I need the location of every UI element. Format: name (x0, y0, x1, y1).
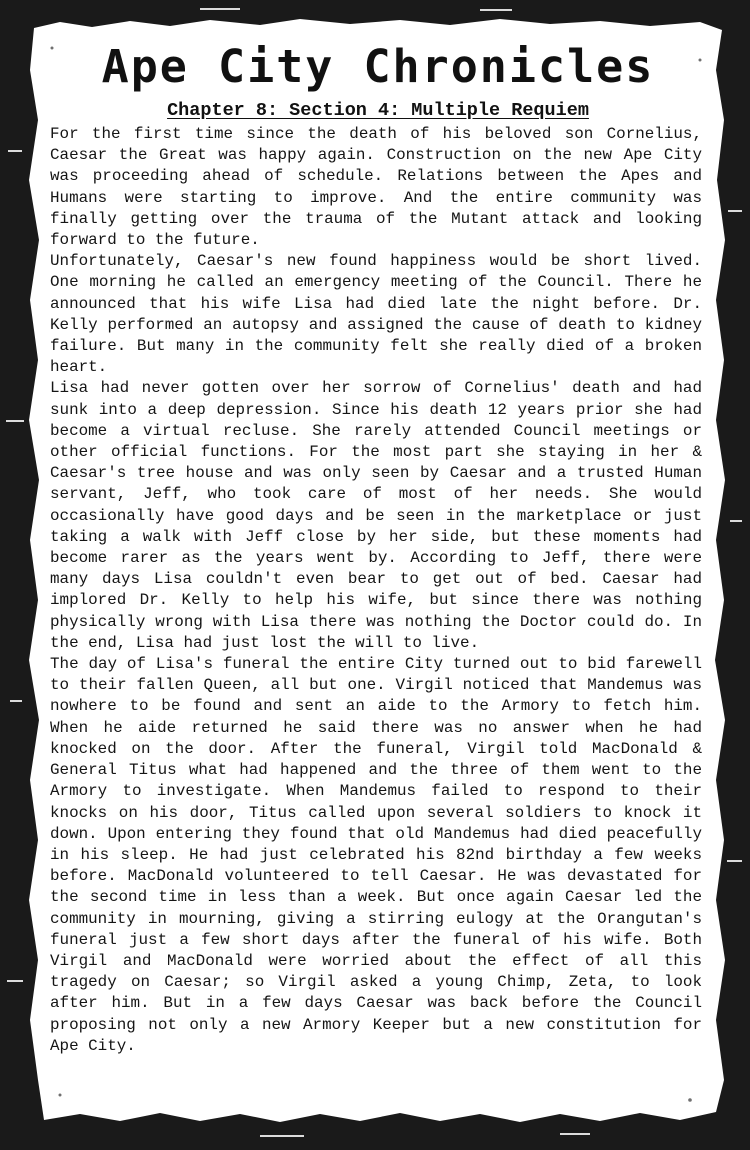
page-title: Ape City Chronicles (101, 40, 655, 93)
paragraph: Lisa had never gotten over her sorrow of Cornelius' death and had sunk into a deep depression. Since his death 12 years prior she had become a virtual recluse. She rarely attended Council meetings or other official functions. For the most part she staying in her & Caesar's tree house and was only seen by Caesar and a trusted Human servant, Jeff, who took care of most of her needs. She would occasionally have good days and be seen in the marketplace or just taking a walk with Jeff close by her side, but these moments had become rarer as the years went by. According to Jeff, there were many days Lisa couldn't even bear to get out of bed. Caesar had implored Dr. Kelly to help his wife, but since there was nothing physically wrong with Lisa there was nothing the Doctor could do. In the end, Lisa had just lost the will to live. (50, 379, 702, 652)
story-body (50, 124, 702, 1057)
paragraph: For the first time since the death of his beloved son Cornelius, Caesar the Great was happy again. Construction on the new Ape City was proceeding ahead of schedule. Relations between the Apes and Humans were starting to improve. And the entire community was finally getting over the trauma of the Mutant attack and looking forward to the future. (50, 125, 702, 250)
parchment-page (38, 30, 718, 1115)
paragraph: The day of Lisa's funeral the entire City turned out to bid farewell to their fallen Queen, all but one. Virgil noticed that Mandemus was nowhere to be found and sent an aide to the Armory to fetch him. When he aide returned he said there was no answer when he had knocked on the door. After the funeral, Virgil told MacDonald & General Titus what had happened and the three of them went to the Armory to investigate. When Mandemus failed to respond to their knocks on his door, Titus called upon several soldiers to knock it down. Upon entering they found that old Mandemus had died peacefully in his sleep. He had just celebrated his 82nd birthday a few weeks before. MacDonald volunteered to tell Caesar. He was devastated for the second time in less than a week. But once again Caesar led the community in mourning, giving a stirring eulogy at the Orangutan's funeral just a few short days after the funeral of his wife. Both Virgil and MacDonald were worried about the effect of all this tragedy on Caesar; so Virgil asked a young Chimp, Zeta, to look after him. But in a few days Caesar was back before the Council proposing not only a new Armory Keeper but a new constitution for Ape City. (50, 655, 702, 1055)
paragraph: Unfortunately, Caesar's new found happiness would be short lived. One morning he called an emergency meeting of the Council. There he announced that his wife Lisa had died late the night before. Dr. Kelly performed an autopsy and assigned the cause of death to kidney failure. But many in the community felt she really died of a broken heart. (50, 252, 702, 377)
chapter-heading: Chapter 8: Section 4: Multiple Requiem (167, 100, 589, 121)
